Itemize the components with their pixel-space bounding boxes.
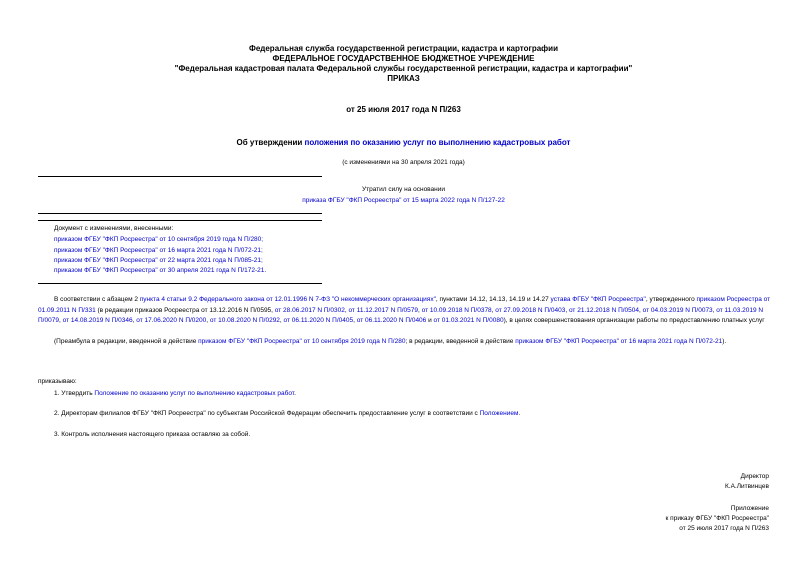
preamble-text: ), в целях <box>503 317 533 324</box>
note-text: ). <box>722 338 727 345</box>
separator: , <box>353 317 357 324</box>
item-text: 2. Директорам филиалов ФГБУ "ФКП Росреестра" по субъектам Российской Федерации обеспечить предоставление услуг в соответствии с <box>54 410 480 417</box>
preamble-text: , утвержденного <box>645 296 695 303</box>
agency-name: Федеральная служба государственной регистрации, кадастра и картографии <box>249 44 558 53</box>
preamble <box>38 295 772 327</box>
amendment-link[interactable]: приказом ФГБУ "ФКП Росреестра" от 22 марта 2021 года N П/085-21; <box>54 257 263 264</box>
appendix-label: Приложение <box>730 505 769 512</box>
preamble-edition-note <box>38 337 772 348</box>
order-link[interactable]: от 01.03.2021 N П/0080 <box>433 317 504 324</box>
law-link[interactable]: пункта 4 статьи 9.2 Федерального закона от 12.01.1996 N 7-ФЗ "О некоммерческих организациях" <box>139 296 436 303</box>
separator: , <box>712 306 717 314</box>
title-prefix: Об утверждении <box>236 138 305 147</box>
appendix-reference: к приказу ФГБУ "ФКП Росреестра" <box>665 515 769 522</box>
separator: и <box>426 317 434 324</box>
amendment-link[interactable]: приказом ФГБУ "ФКП Росреестра" от 10 сентября 2019 года N П/280; <box>54 236 264 243</box>
order-date: от 25 июля 2017 года N П/263 <box>346 105 461 114</box>
order-link[interactable]: от 14.08.2019 N П/0346 <box>62 317 133 324</box>
separator: , <box>344 306 349 314</box>
separator: , <box>58 317 63 324</box>
expired-reference <box>0 196 807 205</box>
amendment-item <box>54 266 266 275</box>
order-link[interactable]: N П/0504 <box>611 306 640 314</box>
title-link[interactable]: положения по оказанию услуг по выполнению кадастровых работ <box>304 138 571 147</box>
order-item-2 <box>54 409 520 418</box>
item-text: . <box>294 390 296 397</box>
separator: , <box>206 317 210 324</box>
item-text: . <box>518 410 521 417</box>
signer-name: К.А.Литвинцев <box>725 483 769 490</box>
preamble-text: В соответствии с абзацем 2 <box>54 296 140 303</box>
edition-link[interactable]: приказом ФГБУ "ФКП Росреестра" от 16 марта 2021 года N <box>515 338 694 345</box>
order-link[interactable]: от 10.08.2020 N П/0292 <box>209 317 280 324</box>
order-item-3: 3. Контроль исполнения настоящего приказа оставляю за собой. <box>54 431 251 438</box>
amendment-item <box>54 256 263 265</box>
document-type: ПРИКАЗ <box>387 74 420 83</box>
order-link[interactable]: от 06.11.2020 N П/0406 <box>356 317 427 324</box>
preamble-text: , пунктами 14.12, 14.13, 14.19 и 14.27 <box>435 296 551 303</box>
separator: , <box>418 306 422 314</box>
regulation-link[interactable]: Положение по оказанию услуг по выполнению кадастровых работ <box>94 390 295 397</box>
divider <box>38 176 322 177</box>
separator: , <box>565 306 569 314</box>
order-link[interactable]: от 17.06.2020 N П/0200 <box>136 317 207 324</box>
edition-link[interactable]: П/072-21 <box>695 338 723 345</box>
order-link[interactable]: от 28.06.2017 N П/0302 <box>274 306 345 314</box>
order-link[interactable]: от 11.03.2019 N П/0079 <box>38 306 764 324</box>
separator: , <box>639 306 643 314</box>
expired-label: Утратил силу на основании <box>361 186 446 193</box>
item-text: 1. Утвердить <box>54 390 95 397</box>
divider <box>38 220 322 221</box>
amendment-link[interactable]: приказом ФГБУ "ФКП Росреестра" от 16 марта 2021 года N П/072-21; <box>54 247 263 254</box>
amendments-intro: Документ с изменениями, внесенными: <box>54 225 174 232</box>
order-link[interactable]: от 11.12.2017 N П/0579 <box>348 306 419 314</box>
institution-type: ФЕДЕРАЛЬНОЕ ГОСУДАРСТВЕННОЕ БЮДЖЕТНОЕ УЧРЕЖДЕНИЕ <box>272 54 535 63</box>
order-link[interactable]: от 06.11.2020 N П/0405 <box>283 317 354 324</box>
amendment-item <box>54 235 263 244</box>
separator: , <box>279 317 284 324</box>
orders-intro: приказываю: <box>38 378 77 385</box>
preamble-text: совершенствования организации работы по предоставлению платных услуг <box>534 317 765 324</box>
separator: , <box>132 317 137 324</box>
amendment-item <box>54 246 263 255</box>
changes-note: (с изменениями на 30 апреля 2021 года) <box>342 159 465 166</box>
amendment-link[interactable]: приказом ФГБУ "ФКП Росреестра" от 30 апреля 2021 года N П/172-21. <box>54 267 267 274</box>
order-link[interactable]: от 04.03.2019 N П/0073 <box>642 306 713 314</box>
order-item-1 <box>54 389 296 398</box>
order-link[interactable]: от 27.09.2018 N П/0403 <box>495 306 566 314</box>
note-text: (Преамбула в редакции, введенной в действие <box>54 338 199 345</box>
charter-link[interactable]: устава ФГБУ "ФКП Росреестра" <box>550 296 646 303</box>
appendix-date: от 25 июля 2017 года N П/263 <box>679 525 769 532</box>
document-title <box>0 137 807 148</box>
regulation-link[interactable]: Положением <box>479 410 519 417</box>
order-link[interactable]: от 10.09.2018 N П/0378 <box>421 306 492 314</box>
expired-link[interactable]: приказа ФГБУ "ФКП Росреестра" от 15 марта 2022 года N П/127-22 <box>302 197 505 204</box>
edition-link[interactable]: приказом ФГБУ "ФКП Росреестра" от 10 сентября 2019 года N П/280 <box>198 338 406 345</box>
preamble-text: (в редакции приказов Росреестра от 13.12.2016 N П/0595, <box>95 306 275 314</box>
divider <box>38 283 322 284</box>
order-link[interactable]: от 21.12.2018 <box>568 306 610 314</box>
signer-position: Директор <box>740 473 769 480</box>
order-link[interactable]: приказом Росреестра от 01.09.2011 N П/331 <box>38 296 771 314</box>
institution-name: "Федеральная кадастровая палата Федеральной службы государственной регистрации, кадастра и картографии" <box>174 64 633 73</box>
divider <box>38 213 322 214</box>
separator: , <box>491 306 496 314</box>
note-text: ; в редакции, введенной в действие <box>405 338 516 345</box>
